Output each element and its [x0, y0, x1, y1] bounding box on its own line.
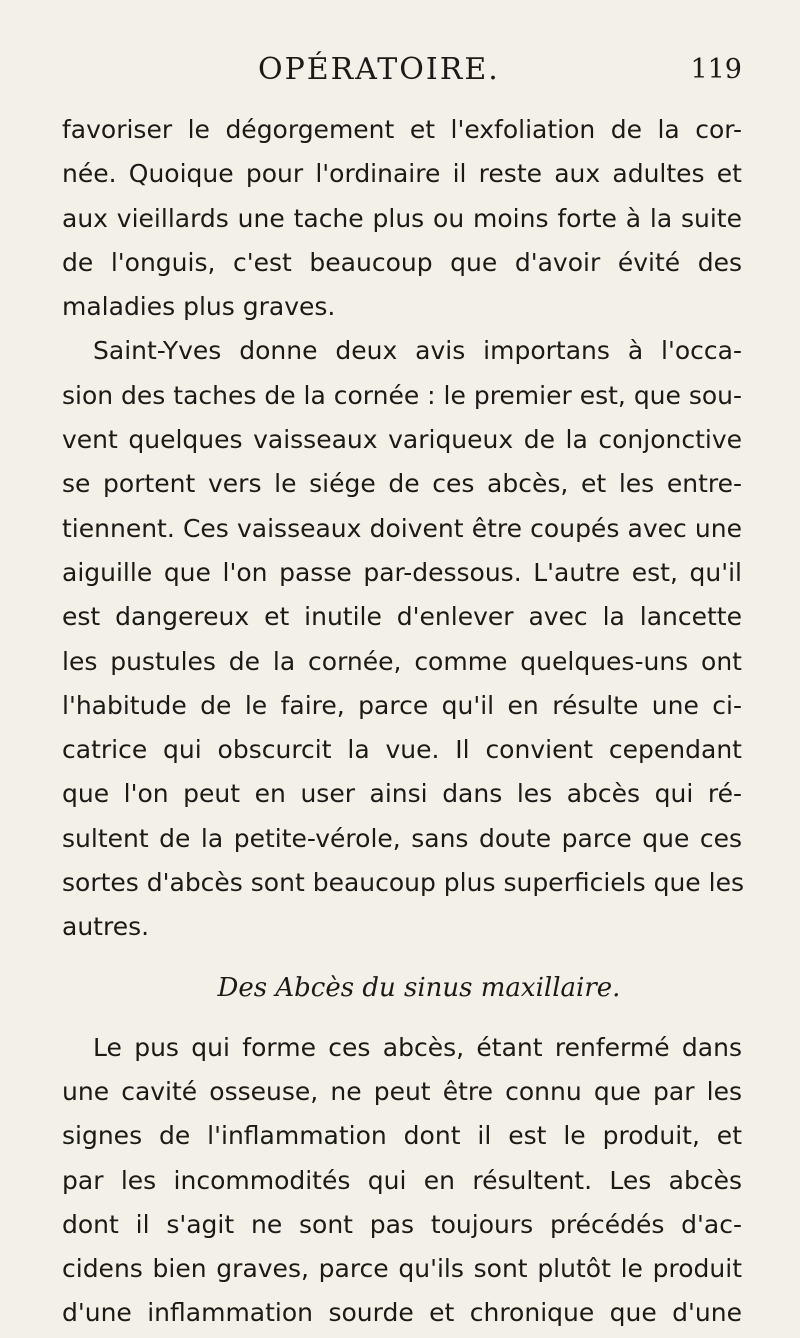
text-line: signes de l'inflammation dont il est le produit, et — [62, 1121, 742, 1151]
text-line: aiguille que l'on passe par-dessous. L'autre est, qu'il — [62, 557, 742, 587]
text-line: née. Quoique pour l'ordinaire il reste aux adultes et — [62, 159, 742, 189]
text-line: autres. — [62, 912, 150, 942]
text-line: sortes d'abcès sont beaucoup plus superficiels que les — [62, 868, 744, 898]
text-line: catrice qui obscurcit la vue. Il convient cependant — [62, 735, 742, 765]
text-line: tiennent. Ces vaisseaux doivent être coupés avec une — [62, 513, 742, 543]
text-line: se portent vers le siége de ces abcès, et les entre- — [62, 469, 742, 499]
text-line: maladies plus graves. — [62, 292, 336, 322]
text-line: que l'on peut en user ainsi dans les abcès qui ré- — [62, 779, 742, 809]
running-head — [62, 52, 742, 92]
text-line: Le pus qui forme ces abcès, étant renfermé dans — [93, 1032, 742, 1062]
text-line: sion des taches de la cornée : le premier est, que sou- — [62, 380, 743, 410]
running-title: OPÉRATOIRE. — [258, 52, 500, 87]
text-line: vent quelques vaisseaux variqueux de la conjonctive — [62, 425, 742, 455]
text-line: une cavité osseuse, ne peut être connu que par les — [62, 1076, 742, 1106]
paragraph-3 — [62, 1026, 742, 1336]
text-line: Saint-Yves donne deux avis importans à l'occa- — [93, 336, 742, 366]
text-block — [62, 108, 742, 1336]
text-line: aux vieillards une tache plus ou moins forte à la suite — [62, 203, 742, 233]
paragraph-1 — [62, 108, 742, 329]
text-line: de l'onguis, c'est beaucoup que d'avoir évité des — [62, 247, 742, 277]
spacer — [62, 950, 742, 958]
text-line: l'habitude de le faire, parce qu'il en résulte une ci- — [62, 690, 742, 720]
text-line: est dangereux et inutile d'enlever avec la lancette — [62, 602, 742, 632]
text-line: d'une inflammation sourde et chronique que d'une — [62, 1298, 742, 1328]
text-line: les pustules de la cornée, comme quelques-uns ont — [62, 646, 742, 676]
section-heading: Des Abcès du sinus maxillaire. — [217, 972, 621, 1003]
spacer — [62, 1018, 742, 1026]
text-line: cidens bien graves, parce qu'ils sont plutôt le produit — [62, 1254, 742, 1284]
text-line: sultent de la petite-vérole, sans doute parce que ces — [62, 823, 742, 853]
page-number: 119 — [690, 54, 742, 85]
text-line: favoriser le dégorgement et l'exfoliation de la cor- — [62, 115, 742, 144]
text-line: par les incommodités qui en résultent. Les abcès — [62, 1165, 742, 1195]
paragraph-2 — [62, 329, 742, 949]
text-line: dont il s'agit ne sont pas toujours précédés d'ac- — [62, 1209, 742, 1239]
